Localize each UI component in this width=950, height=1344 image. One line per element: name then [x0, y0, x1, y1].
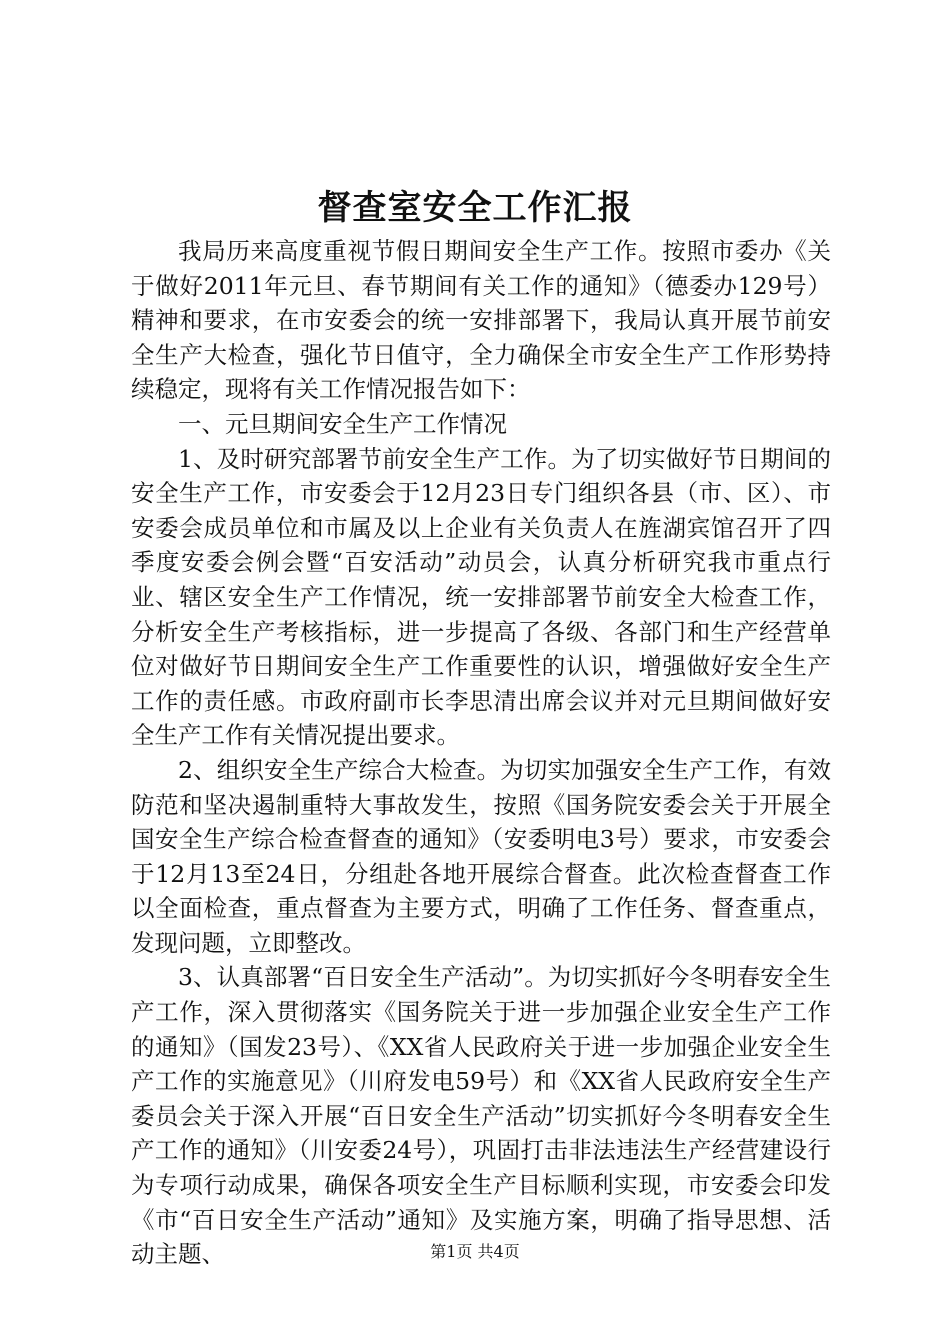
body-paragraph: 3、认真部署“百日安全生产活动”。为切实抓好今冬明春安全生产工作，深入贯彻落实《国务院关于进一步加强企业安全生产工作的通知》（国发23号）、《XX省人民政府关于进一步加强企业安全生产工作的实施意见》（川府发电59号）和《XX省人民政府安全生产委员会关于深入开展“百日安全生产活动”切实抓好今冬明春安全生产工作的通知》（川安委24号），巩固打击非法违法生产经营建设行为专项行动成果，确保各项安全生产目标顺利实现，市安委会印发《市“百日安全生产活动”通知》及实施方案，明确了指导思想、活动主题、 [131, 963, 831, 1269]
document-body [131, 234, 831, 1272]
intro-paragraph: 我局历来高度重视节假日期间安全生产工作。按照市委办《关于做好2011年元旦、春节期间有关工作的通知》（德委办129号）精神和要求，在市安委会的统一安排部署下，我局认真开展节前安全生产大检查，强化节日值守，全力确保全市安全生产工作形势持续稳定，现将有关工作情况报告如下： [131, 237, 831, 404]
body-paragraph: 2、组织安全生产综合大检查。为切实加强安全生产工作，有效防范和坚决遏制重特大事故发生，按照《国务院安委会关于开展全国安全生产综合检查督查的通知》（安委明电3号）要求，市安委会于12月13至24日，分组赴各地开展综合督查。此次检查督查工作以全面检查，重点督查为主要方式，明确了工作任务、督查重点，发现问题，立即整改。 [131, 755, 831, 957]
document-title: 督查室安全工作汇报 [317, 188, 633, 228]
page-number-footer: 第1页 共4页 [430, 1242, 520, 1261]
section-heading: 一、元旦期间安全生产工作情况 [178, 409, 507, 438]
body-paragraph: 1、及时研究部署节前安全生产工作。为了切实做好节日期间的安全生产工作，市安委会于12月23日专门组织各县（市、区）、市安委会成员单位和市属及以上企业有关负责人在旌湖宾馆召开了四季度安委会例会暨“百安活动”动员会，认真分析研究我市重点行业、辖区安全生产工作情况，统一安排部署节前安全大检查工作，分析安全生产考核指标，进一步提高了各级、各部门和生产经营单位对做好节日期间安全生产工作重要性的认识，增强做好安全生产工作的责任感。市政府副市长李思清出席会议并对元旦期间做好安全生产工作有关情况提出要求。 [131, 444, 831, 750]
